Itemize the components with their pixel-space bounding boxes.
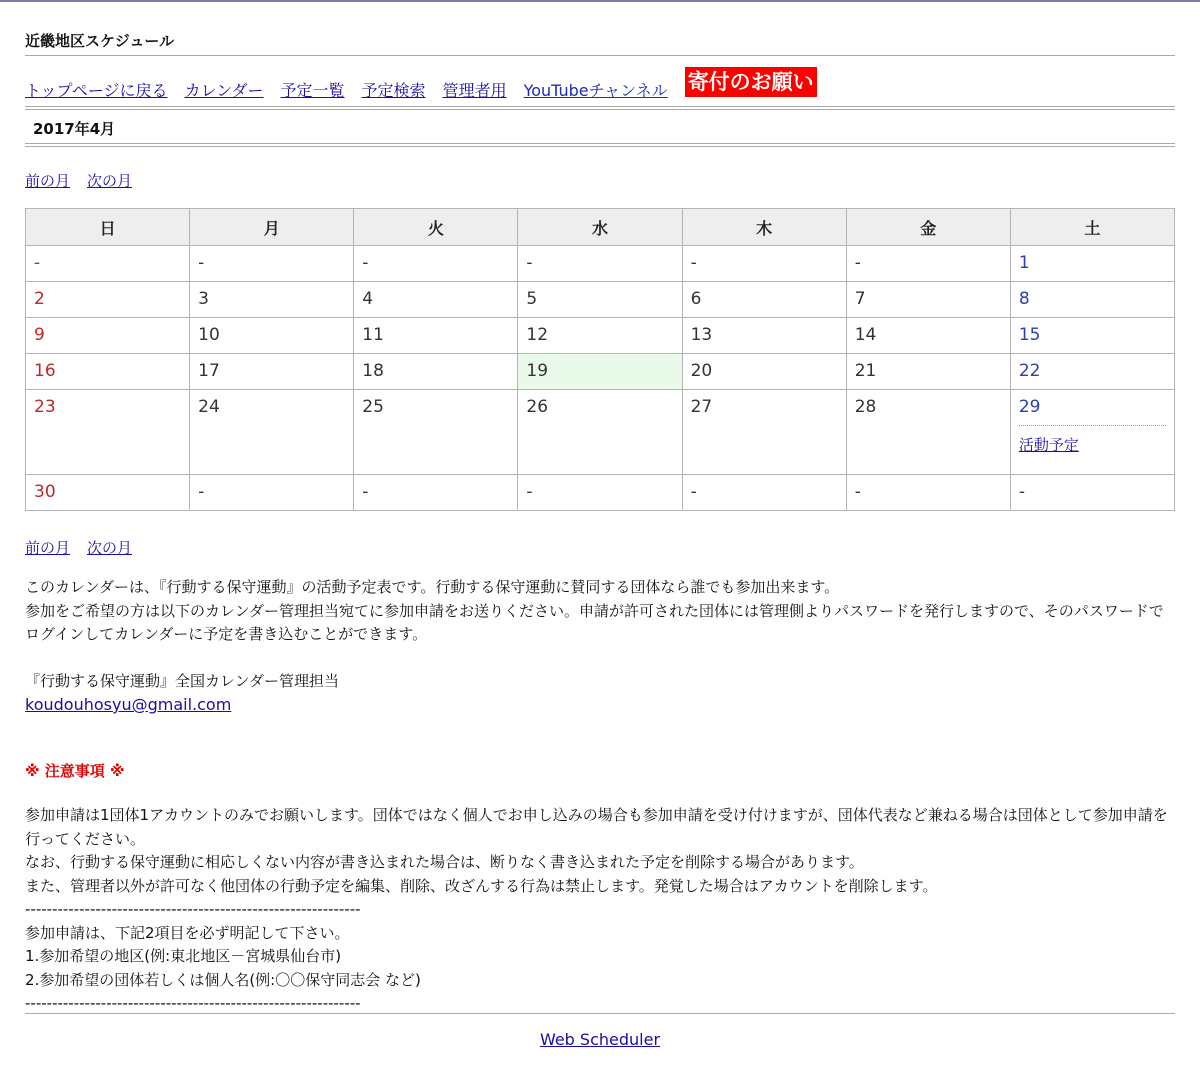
footer-divider	[25, 1013, 1175, 1014]
spacer	[25, 647, 1175, 670]
day-number: 30	[34, 482, 56, 502]
day-cell	[682, 390, 846, 475]
event-link[interactable]: 活動予定	[1018, 436, 1079, 454]
day-number: -	[198, 482, 205, 502]
nav-divider	[25, 106, 1175, 110]
day-number: 20	[690, 361, 713, 381]
main-nav	[25, 72, 834, 102]
day-number: 25	[362, 397, 384, 417]
day-cell	[1010, 475, 1174, 511]
weekday-header: 金	[846, 209, 1010, 246]
web-scheduler-link[interactable]: Web Scheduler	[539, 1030, 661, 1049]
day-number: 26	[526, 397, 549, 417]
today-cell	[518, 354, 682, 390]
requirements-title: 参加申請は、下記2項目を必ず明記して下さい。	[25, 923, 350, 942]
month-nav-top	[25, 170, 132, 191]
month-divider	[25, 143, 1175, 147]
title-divider	[25, 55, 1175, 56]
day-cell	[354, 318, 518, 354]
day-number: -	[526, 253, 533, 273]
day-cell	[354, 282, 518, 318]
day-number: 22	[1018, 361, 1041, 381]
day-cell	[26, 246, 190, 282]
donate-button[interactable]: 寄付のお願い	[685, 67, 817, 97]
day-cell	[846, 318, 1010, 354]
day-number: 14	[854, 325, 877, 345]
day-cell	[190, 318, 354, 354]
day-number: 17	[198, 361, 220, 381]
day-number: 10	[198, 325, 220, 345]
day-number: 15	[1018, 325, 1041, 345]
requirement-item: 1.参加希望の地区(例:東北地区－宮城県仙台市)	[25, 947, 342, 965]
nav-calendar-link[interactable]: カレンダー	[184, 81, 264, 100]
prev-month-link[interactable]: 前の月	[25, 539, 71, 557]
day-number: 23	[34, 397, 56, 417]
notice-paragraph-1: 参加申請は1団体1アカウントのみでお願いします。団体ではなく個人でお申し込みの場合も参加申請を受け付けますが、団体代表など兼ねる場合は団体として参加申請を行ってください。	[25, 806, 1168, 848]
month-nav-bottom	[25, 537, 132, 558]
weekday-header: 日	[26, 209, 190, 246]
day-cell	[518, 318, 682, 354]
day-number: -	[690, 253, 697, 273]
notice-paragraph-3: また、管理者以外が許可なく他団体の行動予定を編集、削除、改ざんする行為は禁止します。発覚した場合はアカウントを削除します。	[25, 876, 938, 895]
day-cell	[846, 282, 1010, 318]
top-border	[0, 0, 1200, 2]
day-cell	[190, 354, 354, 390]
next-month-link[interactable]: 次の月	[87, 539, 133, 557]
day-number: 7	[854, 289, 866, 309]
day-number: 12	[526, 325, 549, 345]
manager-label: 『行動する保守運動』全国カレンダー管理担当	[25, 671, 340, 690]
day-number: 16	[34, 361, 56, 381]
day-number: 9	[34, 325, 45, 345]
day-number: -	[362, 482, 369, 502]
nav-top-page-link[interactable]: トップページに戻る	[25, 81, 168, 100]
day-cell	[518, 475, 682, 511]
day-cell	[846, 246, 1010, 282]
day-cell	[1010, 390, 1174, 475]
nav-youtube-link[interactable]: YouTubeチャンネル	[523, 81, 668, 100]
week-row	[26, 318, 1175, 354]
weekday-header: 火	[354, 209, 518, 246]
day-cell	[682, 282, 846, 318]
week-row	[26, 475, 1175, 511]
day-number: 21	[854, 361, 877, 381]
nav-schedule-list-link[interactable]: 予定一覧	[280, 81, 345, 100]
month-title: 2017年4月	[33, 120, 116, 138]
day-cell	[518, 282, 682, 318]
week-row	[26, 390, 1175, 475]
day-cell	[518, 246, 682, 282]
day-number: 18	[362, 361, 384, 381]
nav-schedule-search-link[interactable]: 予定検索	[361, 81, 426, 100]
day-cell	[354, 246, 518, 282]
day-number: 11	[362, 325, 384, 345]
day-number: -	[854, 253, 861, 273]
day-number: 5	[526, 289, 538, 309]
day-cell	[190, 282, 354, 318]
day-cell	[26, 354, 190, 390]
day-cell	[1010, 318, 1174, 354]
day-cell	[354, 390, 518, 475]
notice-paragraph-2: なお、行動する保守運動に相応しくない内容が書き込まれた場合は、断りなく書き込まれた予定を削除する場合があります。	[25, 853, 864, 871]
day-number: 19	[526, 361, 549, 381]
week-row	[26, 354, 1175, 390]
nav-admin-link[interactable]: 管理者用	[442, 81, 507, 100]
intro-line-2: 参加をご希望の方は以下のカレンダー管理担当宛てに参加申請をお送りください。申請が許可された団体には管理側よりパスワードを発行しますので、そのパスワードでログインしてカレンダーに予定を書き込むことができます。	[25, 601, 1164, 643]
day-number: -	[362, 253, 369, 273]
weekday-header: 水	[518, 209, 682, 246]
dash-divider: --------------------------------------------------------------	[25, 994, 361, 1012]
day-number: -	[1018, 482, 1025, 502]
weekday-header: 土	[1010, 209, 1174, 246]
requirement-item: 2.参加希望の団体若しくは個人名(例:〇〇保守同志会 など)	[25, 970, 421, 989]
day-cell	[26, 390, 190, 475]
day-number: -	[526, 482, 533, 502]
day-number: -	[690, 482, 697, 502]
day-cell	[1010, 246, 1174, 282]
day-cell	[354, 475, 518, 511]
day-number: 4	[362, 289, 374, 309]
day-number: 3	[198, 289, 209, 309]
notice-title: ※ 注意事項 ※	[25, 762, 125, 780]
day-cell	[26, 282, 190, 318]
day-cell	[846, 475, 1010, 511]
intro-section	[25, 576, 1175, 718]
day-cell	[26, 475, 190, 511]
day-number: 28	[854, 397, 877, 417]
day-cell	[190, 475, 354, 511]
day-cell	[846, 390, 1010, 475]
notice-section	[25, 804, 1175, 1016]
contact-email-link[interactable]: koudouhosyu@gmail.com	[25, 695, 232, 714]
day-cell	[190, 246, 354, 282]
week-row	[26, 246, 1175, 282]
weekday-header: 木	[682, 209, 846, 246]
day-cell	[26, 318, 190, 354]
day-cell	[354, 354, 518, 390]
day-cell	[682, 318, 846, 354]
weekday-header: 月	[190, 209, 354, 246]
footer	[0, 1030, 1200, 1049]
day-cell	[682, 475, 846, 511]
day-cell	[1010, 354, 1174, 390]
day-cell	[518, 390, 682, 475]
next-month-link[interactable]: 次の月	[87, 172, 133, 190]
day-number: 27	[690, 397, 713, 417]
site-title: 近畿地区スケジュール	[25, 32, 175, 50]
day-number: -	[854, 482, 861, 502]
intro-line-1: このカレンダーは、『行動する保守運動』の活動予定表です。行動する保守運動に賛同する団体なら誰でも参加出来ます。	[25, 578, 840, 596]
day-number: 24	[198, 397, 220, 417]
day-cell	[682, 354, 846, 390]
day-cell	[846, 354, 1010, 390]
day-number: 1	[1018, 253, 1030, 273]
dash-divider: --------------------------------------------------------------	[25, 900, 361, 918]
day-cell	[1010, 282, 1174, 318]
day-number: -	[198, 253, 205, 273]
calendar-grid	[25, 208, 1175, 511]
day-number: -	[34, 253, 41, 273]
day-number: 13	[690, 325, 713, 345]
day-number: 2	[34, 289, 45, 309]
day-number: 6	[690, 289, 702, 309]
weekday-header-row	[26, 209, 1175, 246]
day-number: 29	[1018, 397, 1041, 417]
day-cell	[190, 390, 354, 475]
prev-month-link[interactable]: 前の月	[25, 172, 71, 190]
day-number: 8	[1018, 289, 1030, 309]
week-row	[26, 282, 1175, 318]
day-cell	[682, 246, 846, 282]
